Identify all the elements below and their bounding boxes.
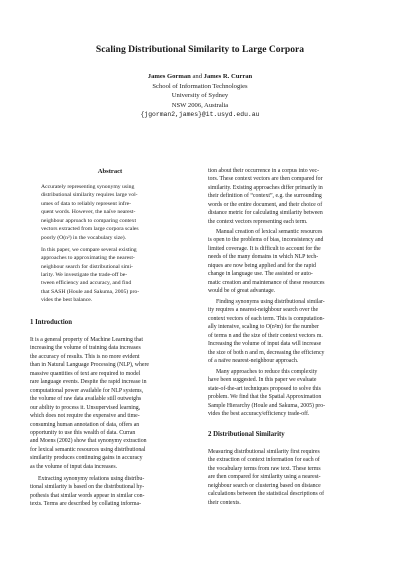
text-line: In this paper, we compare several existing: [41, 246, 137, 253]
text-line: the volume of raw data available still outweighs: [30, 396, 142, 403]
text-line: massive quantities of text are required to model: [30, 370, 141, 377]
text-line: Finding synonyms using distributional similar-: [216, 299, 325, 305]
text-line: are then compared for similarity using a nearest-: [208, 474, 321, 481]
text-line: would be of great advantage.: [208, 288, 276, 295]
abstract-paragraph-1: [41, 183, 179, 242]
text-line: neighbour search or clustering based on distance: [208, 482, 321, 489]
intro-paragraph-2: [30, 475, 190, 509]
section-1-heading: 1 Introduction: [30, 319, 72, 326]
text-line: change in language use. The assisted or auto-: [208, 271, 313, 278]
text-line: Extracting synonymy relations using distribu-: [38, 476, 145, 482]
text-line: calculations between the statistical descriptions of: [208, 491, 325, 498]
right-paragraph-2: [208, 228, 368, 296]
text-line: tors. These context vectors are then compared for: [208, 176, 323, 183]
intro-paragraph-1: [30, 336, 190, 471]
affiliation-line-1: School of Information Technologies: [152, 82, 248, 90]
text-line: niques are now being applied and for the rapid: [208, 262, 316, 269]
text-line: ally intensive, scaling to O(n²m) for the number: [208, 324, 319, 331]
author-block: [0, 72, 400, 120]
author-conjunction: and: [192, 73, 203, 80]
text-line: needs of the many domains in which NLP tech-: [208, 254, 319, 261]
author-2: James R. Curran: [203, 73, 253, 80]
text-line: their contexts.: [208, 499, 241, 506]
author-1: James Gorman: [147, 73, 191, 80]
text-line: problem. We find that the Spatial Approximation: [208, 394, 322, 401]
text-line: larity. We investigate the trade-off be-: [41, 272, 128, 279]
text-line: poorly (O(n²) in the vocabulary size).: [41, 234, 127, 241]
text-line: ity requires a nearest-neighbour search over the: [208, 307, 319, 314]
text-line: of a naïve nearest-neighbour approach.: [208, 358, 299, 365]
text-line: Increasing the volume of input data will increase: [208, 341, 322, 348]
text-line: as the volume of input data increases.: [30, 463, 118, 470]
text-line: the extraction of context information for each of: [208, 457, 320, 464]
right-paragraph-1: [208, 167, 368, 226]
text-line: umes of data to reliably represent infre-: [41, 200, 132, 207]
text-line: similarity produces continuing gains in accuracy: [30, 455, 143, 462]
text-line: tion about their occurrence in a corpus into vec-: [208, 168, 320, 174]
text-line: vectors extracted from large corpora scales: [41, 226, 139, 233]
text-line: increasing the volume of training data increases: [30, 345, 141, 352]
section-2-heading: 2 Distributional Similarity: [208, 431, 285, 438]
text-line: limited coverage. It is difficult to account for the: [208, 245, 321, 252]
abstract: [41, 183, 179, 308]
text-line: words or the entire document, and their choice of: [208, 201, 323, 208]
affiliation-line-2: University of Sydney: [171, 92, 229, 100]
text-line: approaches to approximating the nearest-: [41, 255, 135, 262]
text-line: distance metric for calculating similarity between: [208, 210, 323, 217]
text-line: rare language events. Despite the rapid increase in: [30, 379, 147, 386]
text-line: the context vectors representing each term.: [208, 218, 308, 225]
text-line: texts. Terms are described by collating informa-: [30, 501, 142, 508]
text-line: than in Natural Language Processing (NLP), where: [30, 362, 149, 369]
text-line: matic creation and maintenance of these resources: [208, 279, 325, 286]
text-line: vides the best accuracy/efficiency trade-off.: [208, 411, 310, 418]
text-line: Manual creation of lexical semantic resources: [216, 229, 323, 235]
text-line: neighbour approach to comparing context: [41, 217, 137, 224]
text-line: It is a general property of Machine Learning that: [30, 337, 143, 343]
text-line: for lexical semantic resources using distributional: [30, 446, 146, 453]
affiliation-line-3: NSW 2006, Australia: [171, 101, 229, 109]
text-line: our ability to process it. Unsupervised learning,: [30, 404, 141, 411]
text-line: quent words. However, the naïve nearest-: [41, 209, 136, 216]
paper-title: Scaling Distributional Similarity to Large Corpora: [95, 44, 305, 55]
text-line: which does not require the expensive and time-: [30, 413, 140, 420]
text-line: Many approaches to reduce this complexity: [216, 369, 318, 375]
text-line: neighbour search for distributional simi-: [41, 263, 133, 270]
text-line: of terms n and the size of their context vectors m.: [208, 332, 323, 339]
text-line: the vocabulary terms from raw text. These terms: [208, 465, 321, 472]
text-line: Accurately representing synonymy using: [41, 184, 135, 190]
text-line: state-of-the-art techniques proposed to solve this: [208, 385, 321, 392]
text-line: the size of both n and m, decreasing the efficiency: [208, 349, 325, 356]
abstract-paragraph-2: [41, 246, 179, 305]
text-line: similarity. Existing approaches differ primarily in: [208, 184, 323, 191]
section-2-paragraph-1: [208, 448, 368, 507]
text-line: computational power available for NLP systems,: [30, 387, 144, 394]
right-paragraph-3: [208, 298, 368, 366]
text-line: Measuring distributional similarity first requires: [208, 449, 320, 455]
text-line: pothesis that similar words appear in similar con-: [30, 492, 145, 499]
text-line: and Moens (2002) show that synonymy extraction: [30, 438, 147, 445]
text-line: vides the best balance.: [41, 297, 93, 304]
text-line: consuming human annotation of data, offers an: [30, 421, 140, 428]
text-line: their definition of “context”, e.g. the surrounding: [208, 193, 322, 200]
text-line: the accuracy of results. This is no more evident: [30, 353, 140, 360]
text-line: have been suggested. In this paper we evaluate: [208, 377, 317, 384]
abstract-heading: Abstract: [97, 168, 123, 175]
author-names: [0, 72, 400, 82]
text-line: Sample Hierarchy (Houle and Sakuma, 2005) pro-: [208, 402, 326, 409]
text-line: distributional similarity requires large vol-: [41, 192, 138, 199]
text-line: is open to the problems of bias, inconsistency and: [208, 237, 324, 244]
text-line: tween efficiency and accuracy, and find: [41, 280, 132, 287]
author-email: {jgorman2,james}@it.usyd.edu.au: [140, 111, 260, 119]
right-paragraph-4: [208, 368, 368, 419]
text-line: that SASH (Houle and Sakuma, 2005) pro-: [41, 288, 140, 295]
text-line: tional similarity is based on the distributional hy-: [30, 484, 145, 491]
text-line: context vectors of each term. This is computation-: [208, 315, 325, 322]
text-line: opportunity to use this wealth of data. Curran: [30, 429, 136, 436]
